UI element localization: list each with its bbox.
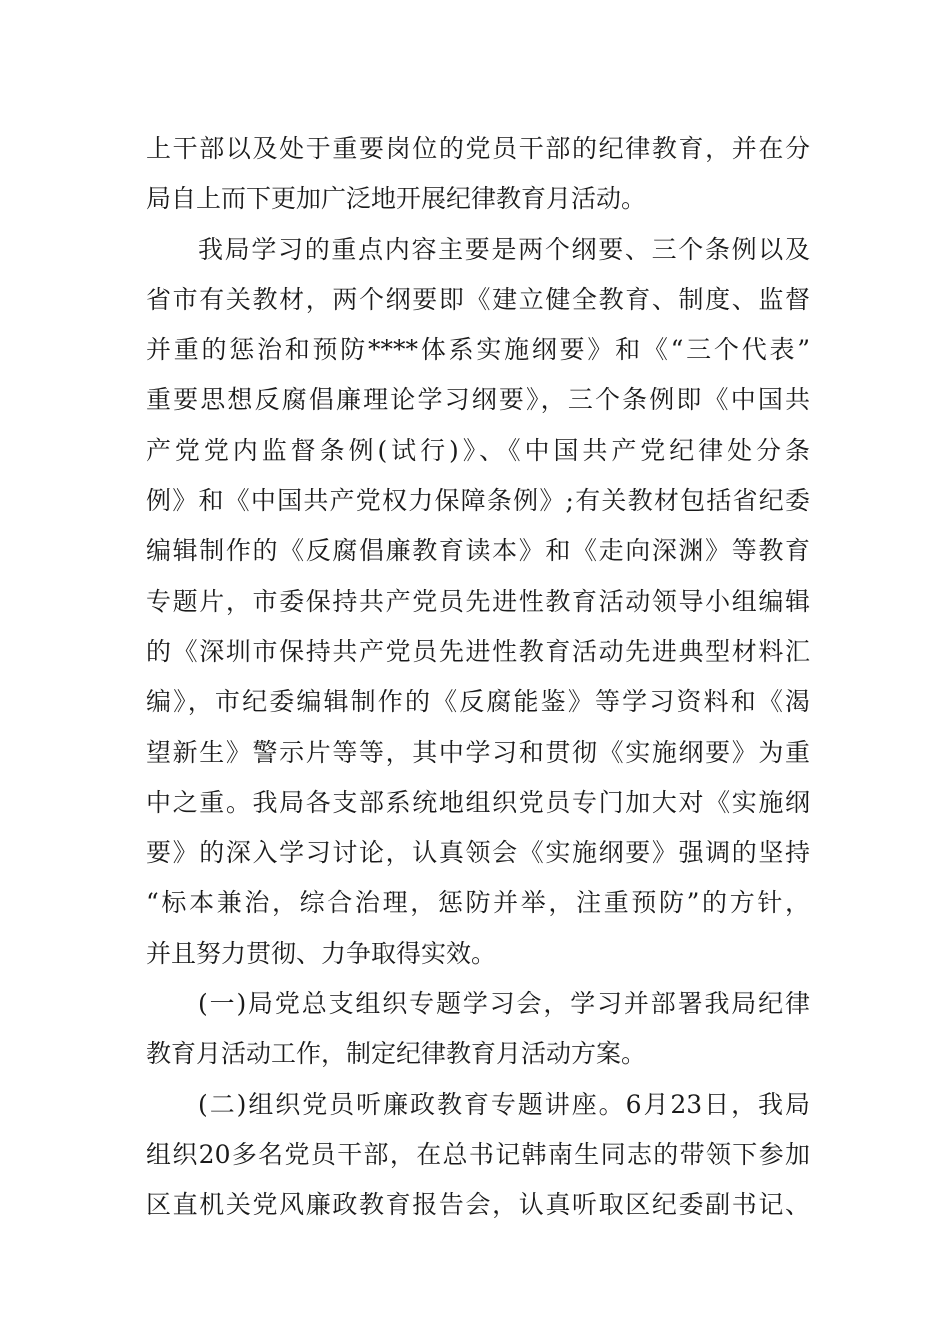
text-line: 产党党内监督条例(试行)》、《中国共产党纪律处分条 [146, 435, 810, 465]
text-line: 组织20多名党员干部，在总书记韩南生同志的带领下参加 [146, 1139, 810, 1169]
text-line: 并且努力贯彻、力争取得实效。 [146, 938, 497, 968]
text-line: 例》和《中国共产党权力保障条例》;有关教材包括省纪委 [146, 486, 810, 516]
text-line: (二)组织党员听廉政教育专题讲座。6月23日，我局 [198, 1089, 810, 1119]
text-line: 我局学习的重点内容主要是两个纲要、三个条例以及 [198, 234, 810, 264]
text-line: 教育月活动工作，制定纪律教育月活动方案。 [146, 1039, 647, 1069]
text-line: 局自上而下更加广泛地开展纪律教育月活动。 [146, 184, 647, 214]
text-line: 省市有关教材，两个纲要即《建立健全教育、制度、监督 [146, 284, 810, 314]
text-line: 望新生》警示片等等，其中学习和贯彻《实施纲要》为重 [146, 737, 810, 767]
text-line: 专题片，市委保持共产党员先进性教育活动领导小组编辑 [146, 586, 810, 616]
text-line: 编辑制作的《反腐倡廉教育读本》和《走向深渊》等教育 [146, 536, 810, 566]
text-line: 区直机关党风廉政教育报告会，认真听取区纪委副书记、 [146, 1190, 810, 1220]
text-line: (一)局党总支组织专题学习会，学习并部署我局纪律 [198, 989, 810, 1019]
text-line: 上干部以及处于重要岗位的党员干部的纪律教育，并在分 [146, 134, 810, 163]
text-line: “标本兼治，综合治理，惩防并举，注重预防”的方针， [146, 888, 810, 918]
text-line: 的《深圳市保持共产党员先进性教育活动先进典型材料汇 [146, 636, 810, 666]
text-line: 重要思想反腐倡廉理论学习纲要》，三个条例即《中国共 [146, 385, 810, 415]
text-line: 要》的深入学习讨论，认真领会《实施纲要》强调的坚持 [146, 838, 810, 868]
text-line: 中之重。我局各支部系统地组织党员专门加大对《实施纲 [146, 787, 810, 817]
body-text [146, 124, 810, 1231]
text-line: 并重的惩治和预防****体系实施纲要》和《“三个代表” [146, 335, 810, 365]
text-line: 编》，市纪委编辑制作的《反腐能鉴》等学习资料和《渴 [146, 687, 810, 717]
